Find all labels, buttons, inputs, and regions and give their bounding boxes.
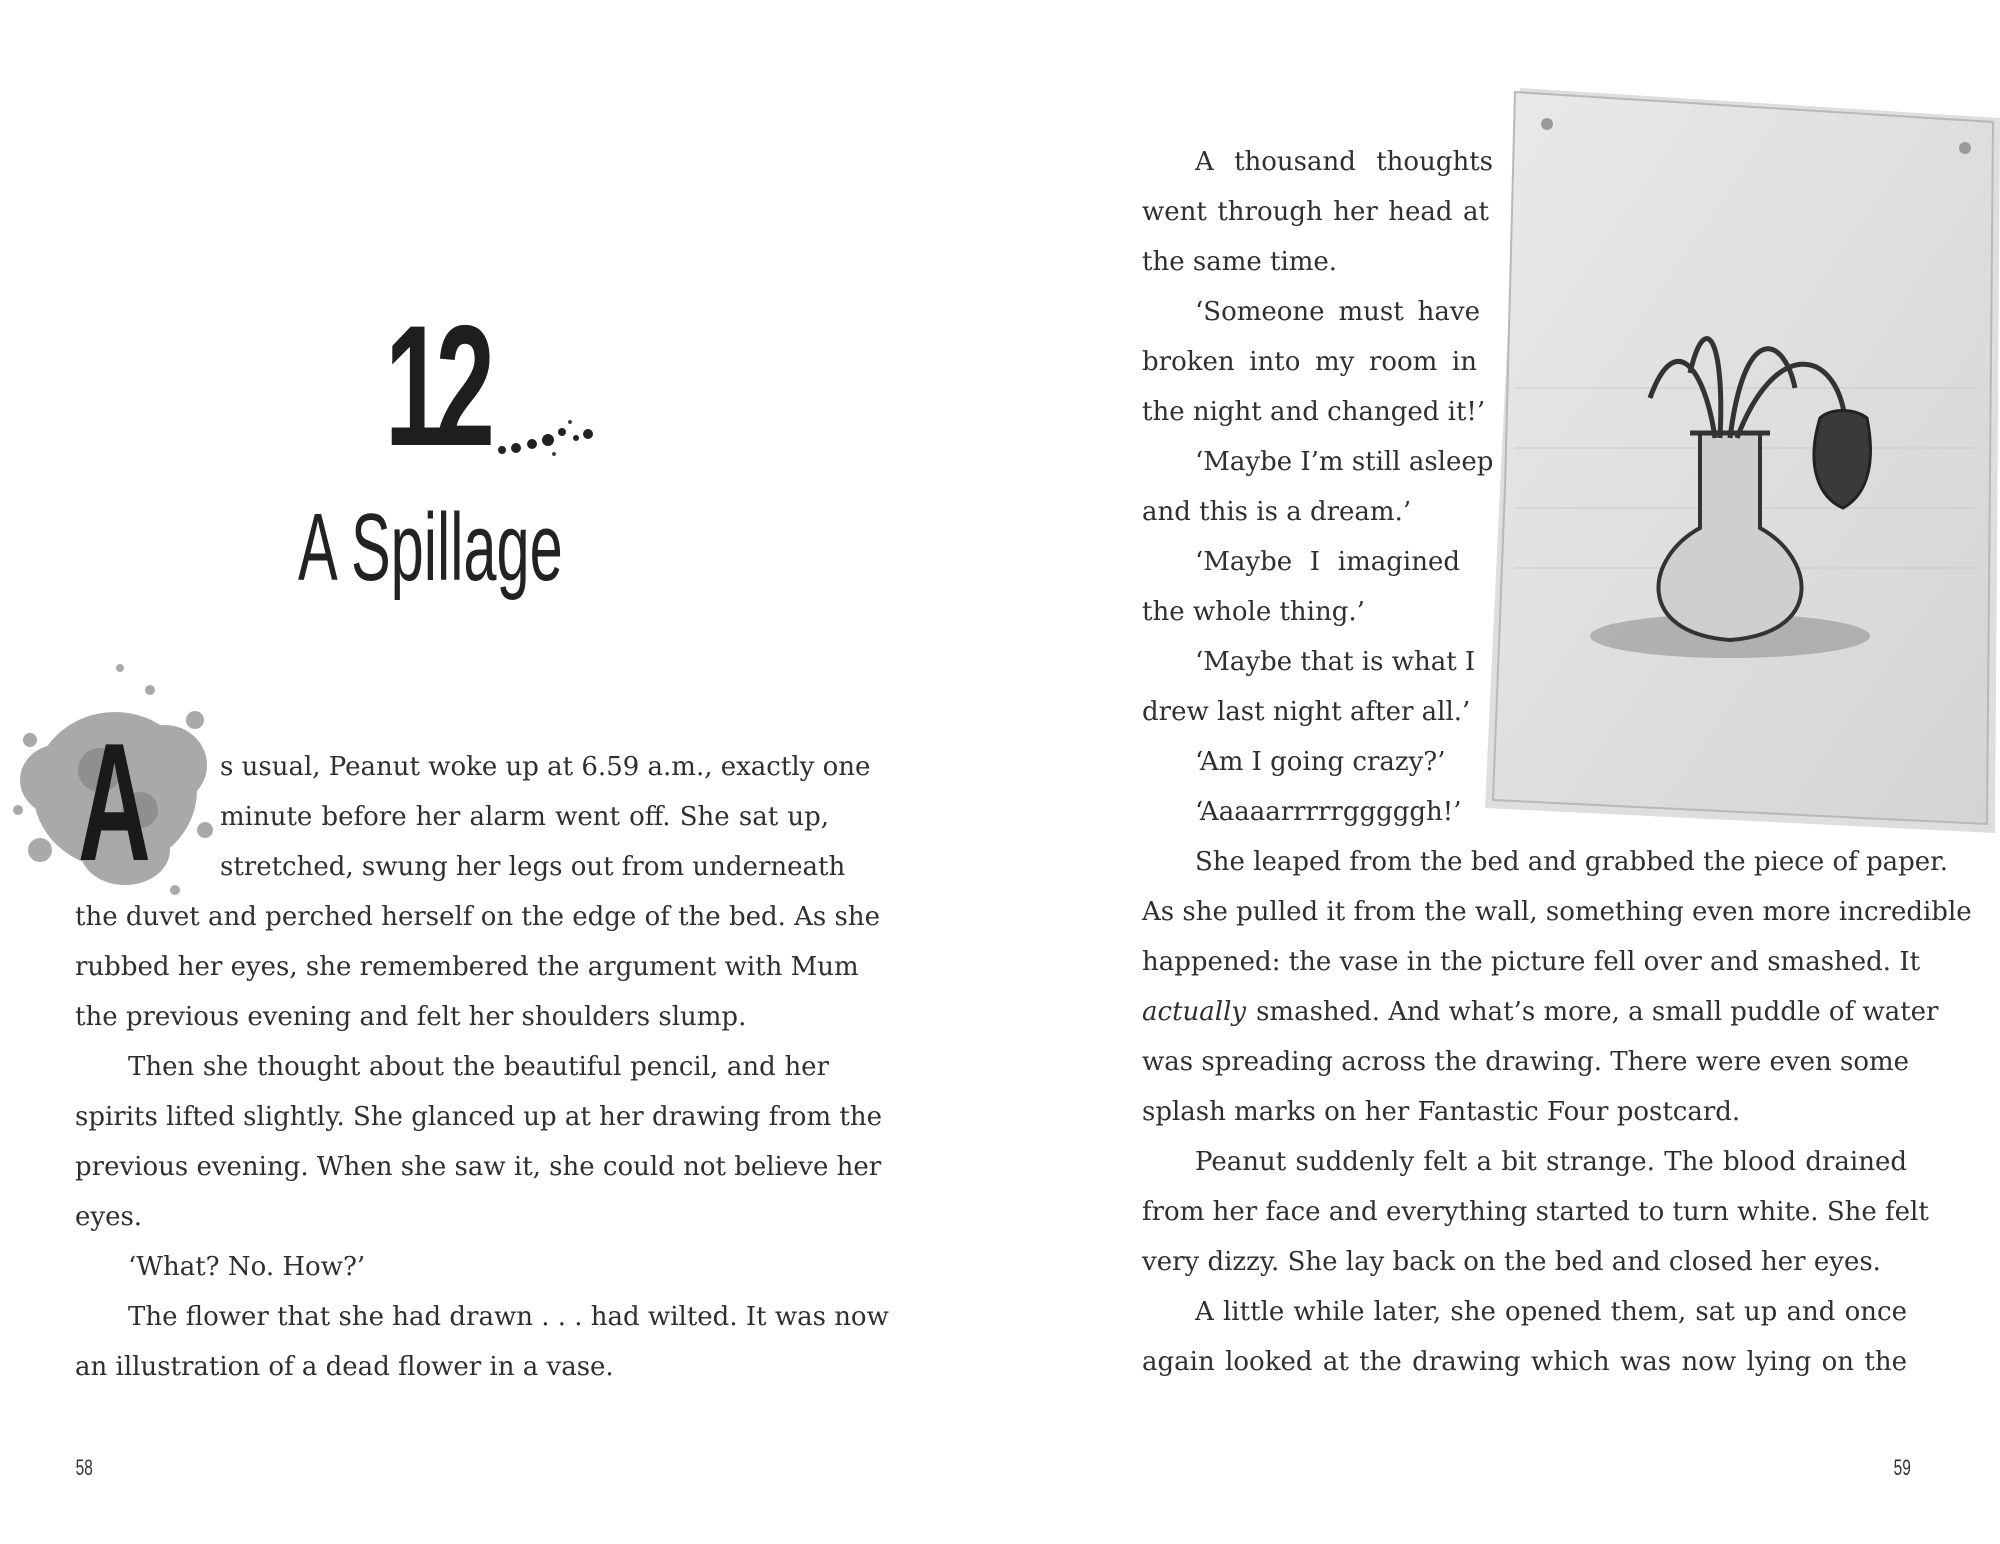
body-line: the previous evening and felt her shoulders slump. xyxy=(75,1002,747,1032)
body-line: ‘Maybe I’m still asleep xyxy=(1195,447,1494,477)
body-line: was spreading across the drawing. There were even some xyxy=(1142,1047,1910,1077)
body-line: A thousand thoughts xyxy=(1195,147,1493,177)
body-line: The flower that she had drawn . . . had wilted. It was now xyxy=(128,1302,889,1332)
body-line: the same time. xyxy=(1142,247,1338,277)
body-line: the duvet and perched herself on the edge of the bed. As she xyxy=(75,902,881,932)
body-line: spirits lifted slightly. She glanced up at her drawing from the xyxy=(75,1102,882,1132)
right-page xyxy=(1000,0,2000,1544)
body-line: Then she thought about the beautiful pencil, and her xyxy=(128,1052,829,1082)
body-line: again looked at the drawing which was now lying on the xyxy=(1142,1347,1907,1377)
page-number-left: 58 xyxy=(75,1455,93,1480)
body-line: Peanut suddenly felt a bit strange. The blood drained xyxy=(1195,1147,1907,1177)
body-line: stretched, swung her legs out from underneath xyxy=(220,852,846,882)
body-line: an illustration of a dead flower in a vase. xyxy=(75,1352,614,1382)
body-line: ‘Maybe I imagined xyxy=(1195,547,1460,577)
chapter-number: 12 xyxy=(385,290,487,482)
body-line: ‘Someone must have xyxy=(1195,297,1480,327)
body-line: As she pulled it from the wall, something even more incredible xyxy=(1142,897,1972,927)
body-line-rest: smashed. And what’s more, a small puddle of water xyxy=(1256,997,1939,1027)
body-line: drew last night after all.’ xyxy=(1142,697,1471,727)
body-line: splash marks on her Fantastic Four postcard. xyxy=(1142,1097,1741,1127)
italic-word: actually xyxy=(1142,997,1247,1027)
body-line: eyes. xyxy=(75,1202,143,1232)
body-line: s usual, Peanut woke up at 6.59 a.m., exactly one xyxy=(220,752,871,782)
body-line: happened: the vase in the picture fell over and smashed. It xyxy=(1142,947,1921,977)
body-line: very dizzy. She lay back on the bed and closed her eyes. xyxy=(1142,1247,1881,1277)
ink-dots xyxy=(490,410,600,470)
body-line: ‘Aaaaarrrrrgggggh!’ xyxy=(1195,797,1462,827)
body-line: rubbed her eyes, she remembered the argument with Mum xyxy=(75,952,859,982)
body-line: previous evening. When she saw it, she could not believe her xyxy=(75,1152,882,1182)
body-line: went through her head at xyxy=(1142,197,1489,227)
drop-cap: A xyxy=(78,708,151,896)
body-line: the whole thing.’ xyxy=(1142,597,1365,627)
body-line: and this is a dream.’ xyxy=(1142,497,1412,527)
page-number-right: 59 xyxy=(1893,1455,1911,1480)
body-line: broken into my room in xyxy=(1142,347,1477,377)
chapter-title: A Spillage xyxy=(298,494,563,601)
body-line: the night and changed it!’ xyxy=(1142,397,1486,427)
body-line: ‘Am I going crazy?’ xyxy=(1195,747,1446,777)
body-line-with-italic xyxy=(1142,997,1939,1027)
body-line: She leaped from the bed and grabbed the piece of paper. xyxy=(1195,847,1949,877)
body-line: ‘What? No. How?’ xyxy=(128,1252,366,1282)
body-line: A little while later, she opened them, sat up and once xyxy=(1195,1297,1907,1327)
body-line: minute before her alarm went off. She sat up, xyxy=(220,802,829,832)
body-line: ‘Maybe that is what I xyxy=(1195,647,1476,677)
body-line: from her face and everything started to turn white. She felt xyxy=(1142,1197,1929,1227)
